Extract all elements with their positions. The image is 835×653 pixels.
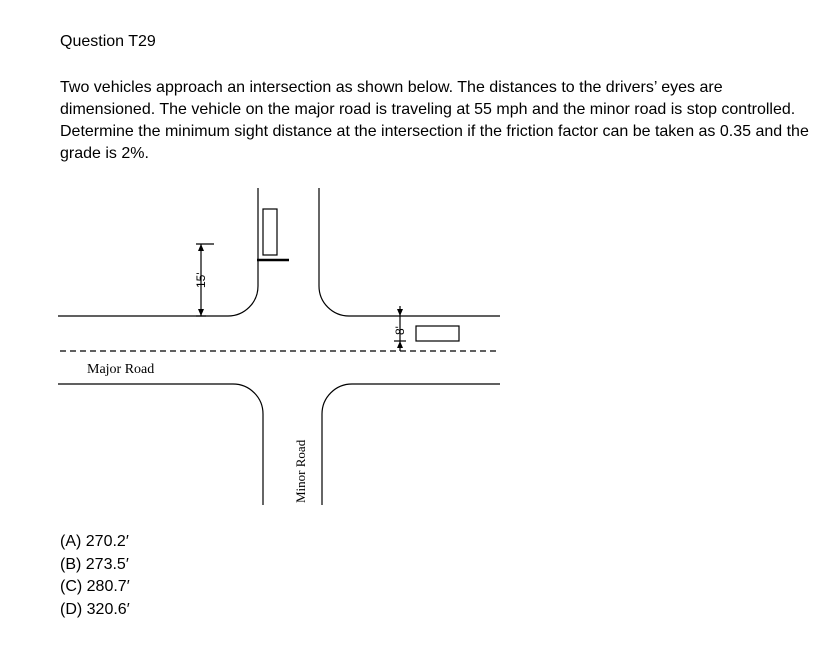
major-road-lower-left-edge xyxy=(58,384,263,505)
choice-d: (D) 320.6′ xyxy=(60,600,130,618)
major-road-label: Major Road xyxy=(87,362,155,377)
minor-road-vehicle xyxy=(263,209,277,255)
dimension-15-label: 15' xyxy=(194,272,208,288)
dimension-8-label: 8' xyxy=(393,326,407,335)
choice-a: (A) 270.2′ xyxy=(60,533,129,550)
choice-c: (C) 280.7′ xyxy=(60,578,130,595)
major-road-upper-left-edge xyxy=(58,188,258,316)
major-road-upper-right-edge xyxy=(319,188,500,316)
minor-road-label: Minor Road xyxy=(293,439,308,503)
major-road-lower-right-edge xyxy=(322,384,500,505)
major-road-vehicle xyxy=(416,326,459,341)
question-title: Question T29 xyxy=(60,33,156,50)
choice-b: (B) 273.5′ xyxy=(60,555,129,573)
answer-choices xyxy=(60,531,130,621)
question-text: Two vehicles approach an intersection as shown below. The distances to the drivers’ eyes are dimensioned. The vehicle on the major road is traveling at 55 mph and the minor road is stop controlled. Determine the minimum sight distance at the intersection if the friction factor can be taken as 0.35 and the grade is 2%. xyxy=(60,79,809,162)
